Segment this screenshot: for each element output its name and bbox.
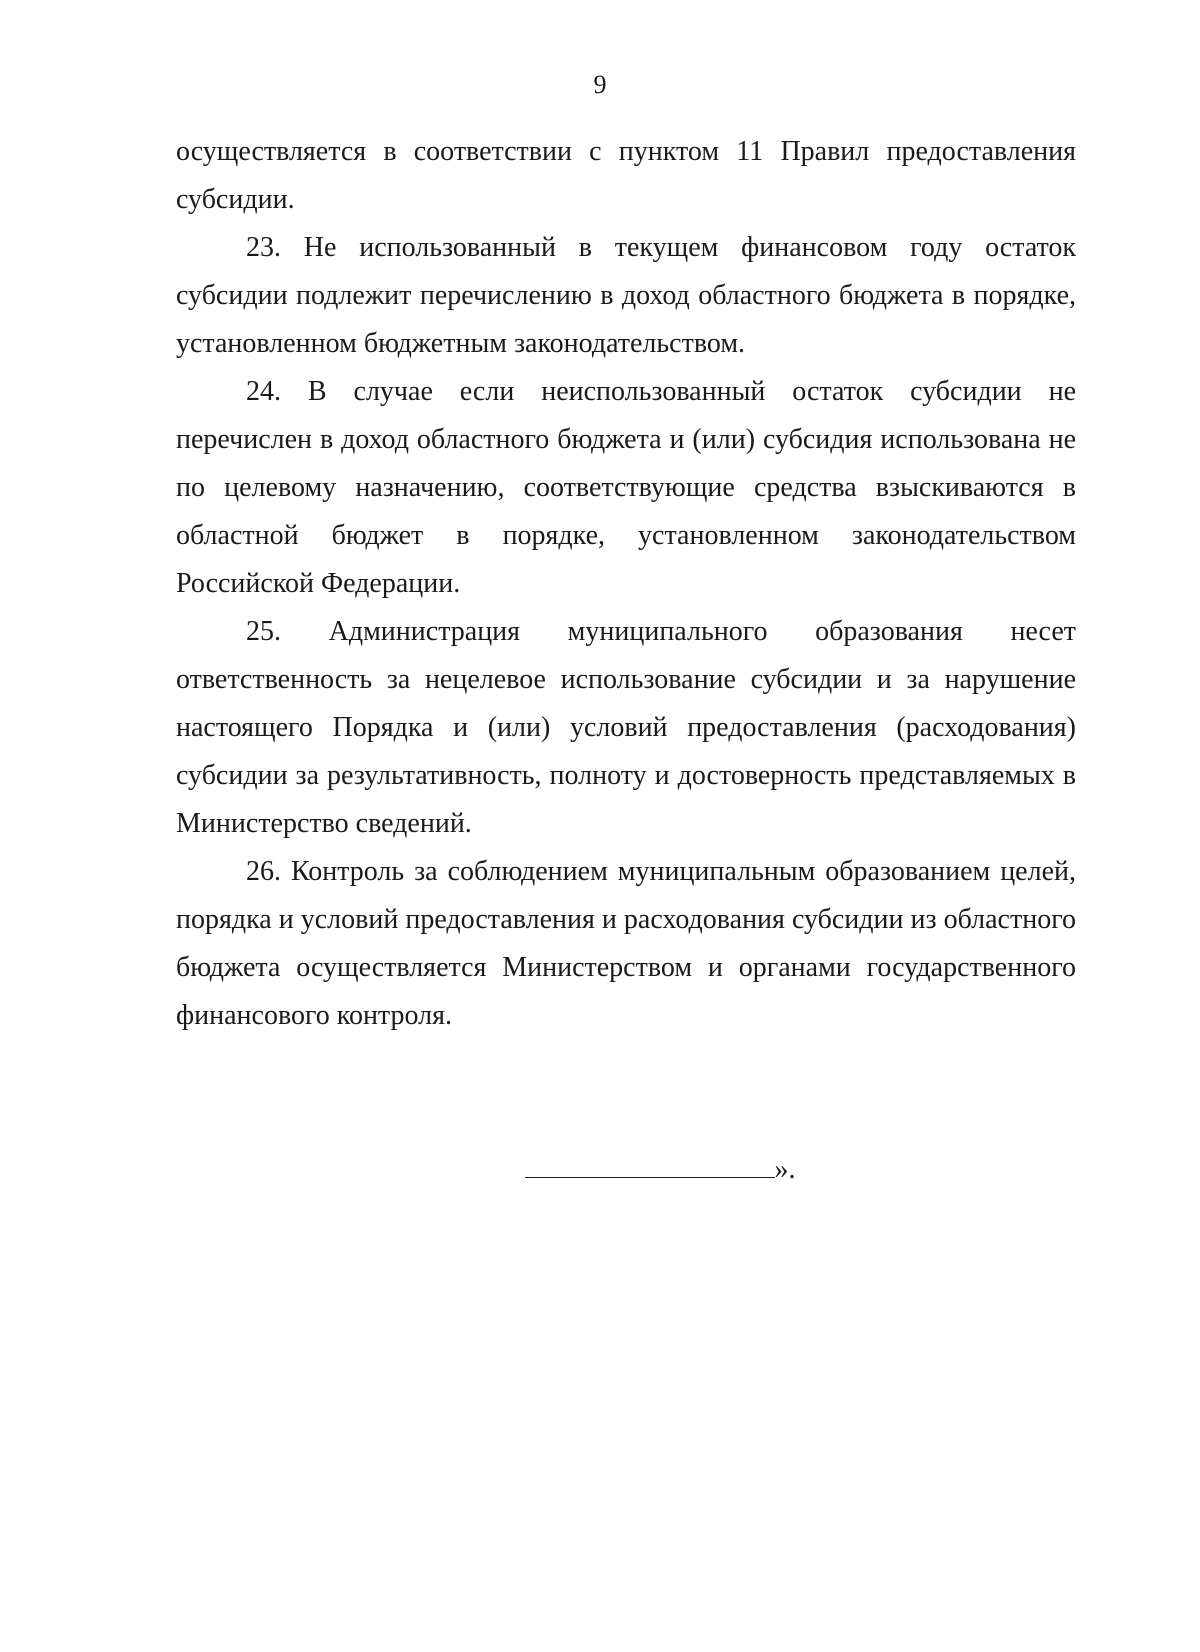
paragraph-26: 26. Контроль за соблюдением муниципальным образованием целей, порядка и условий предоставления и расходования субсидии из областного бюджета осуществляется Министерством и органами государственного финансового контроля. — [176, 856, 1076, 1031]
paragraph-23: 23. Не использованный в текущем финансовом году остаток субсидии подлежит перечислению в доход областного бюджета в порядке, установленном бюджетным законодательством. — [176, 232, 1076, 359]
closing-underline — [525, 1155, 775, 1178]
page-number: 9 — [593, 70, 607, 99]
closing-block — [0, 1150, 1200, 1190]
closing-quote-mark: ». — [774, 1154, 796, 1185]
paragraph-24: 24. В случае если неиспользованный остаток субсидии не перечислен в доход областного бюджета и (или) субсидия использована не по целевому назначению, соответствующие средства взыскиваются в областной бюджет в порядке, установленном законодательством Российской Федерации. — [176, 376, 1076, 599]
document-body — [176, 128, 1076, 1040]
paragraph-continuation: осуществляется в соответствии с пунктом 11 Правил предоставления субсидии. — [176, 136, 1076, 215]
paragraph-25: 25. Администрация муниципального образования несет ответственность за нецелевое использование субсидии и за нарушение настоящего Порядка и (или) условий предоставления (расходования) субсидии за результативность, полноту и достоверность представляемых в Министерство сведений. — [176, 616, 1076, 839]
